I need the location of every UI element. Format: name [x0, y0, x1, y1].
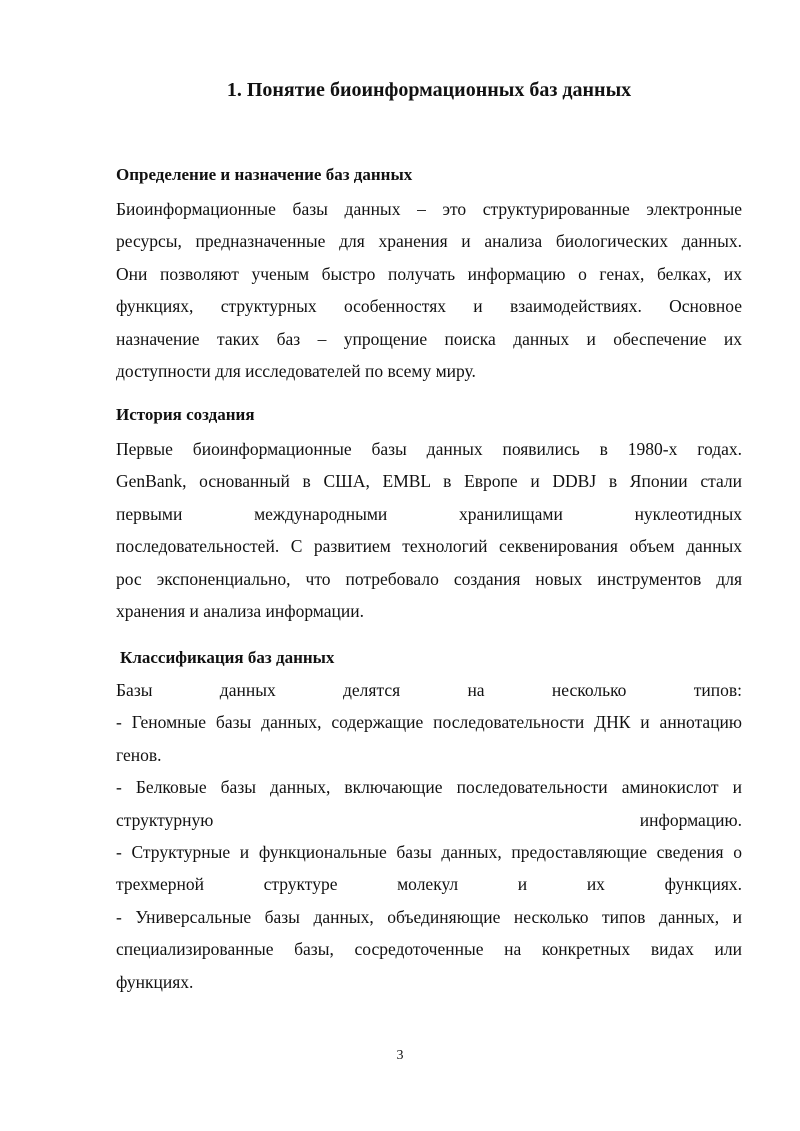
section-heading-definition: Определение и назначение баз данных [116, 165, 413, 184]
paragraph-line: Базы данных делятся на несколько типов: [116, 680, 742, 700]
section-heading-classification: Классификация баз данных [120, 648, 335, 667]
paragraph-line: специализированные базы, сосредоточенные на конкретных видах или [116, 939, 742, 960]
paragraph-line: Они позволяют ученым быстро получать информацию о генах, белках, их [116, 263, 742, 284]
page-number: 3 [396, 1048, 404, 1063]
paragraph-line: последовательностей. С развитием технологий секвенирования объем данных [116, 536, 742, 557]
paragraph-line: ресурсы, предназначенные для хранения и анализа биологических данных. [116, 231, 742, 252]
paragraph-line: доступности для исследователей по всему миру. [116, 360, 476, 381]
paragraph-line: - Геномные базы данных, содержащие последовательности ДНК и аннотацию [116, 712, 742, 733]
paragraph-line: трехмерной структуре молекул и их функциях. [116, 874, 742, 895]
paragraph-line: функциях, структурных особенностях и взаимодействиях. Основное [116, 296, 742, 317]
section-paragraph-history [116, 433, 742, 627]
paragraph-line: структурную информацию. [116, 809, 742, 830]
paragraph-line: GenBank, основанный в США, EMBL в Европе и DDBJ в Японии стали [116, 471, 742, 492]
paragraph-line: генов. [116, 744, 162, 765]
paragraph-line: - Белковые базы данных, включающие последовательности аминокислот и [116, 777, 742, 798]
paragraph-line: функциях. [116, 971, 194, 992]
section-heading-history: История создания [116, 405, 255, 424]
section-paragraph-definition [116, 193, 742, 387]
paragraph-line: рос экспоненциально, что потребовало создания новых инструментов для [116, 568, 742, 589]
paragraph-line: - Структурные и функциональные базы данных, предоставляющие сведения о [116, 841, 742, 862]
paragraph-line: первыми международными хранилищами нуклеотидных [116, 503, 742, 524]
page-title: 1. Понятие биоинформационных баз данных [226, 79, 632, 101]
section-paragraph-classification [116, 674, 742, 998]
paragraph-line: Первые биоинформационные базы данных появились в 1980-х годах. [116, 439, 742, 459]
paragraph-line: назначение таких баз – упрощение поиска данных и обеспечение их [116, 328, 742, 349]
paragraph-line: хранения и анализа информации. [116, 600, 364, 621]
paragraph-line: Биоинформационные базы данных – это структурированные электронные [116, 199, 742, 219]
paragraph-line: - Универсальные базы данных, объединяющие несколько типов данных, и [116, 906, 742, 927]
